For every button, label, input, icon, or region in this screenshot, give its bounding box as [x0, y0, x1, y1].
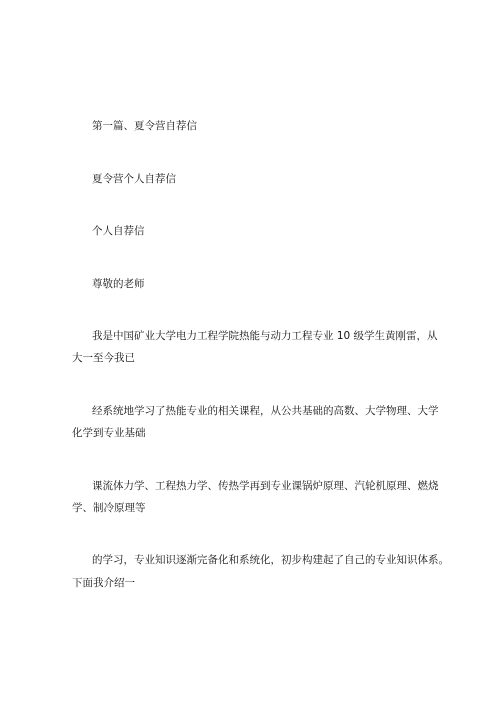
paragraph-2-line-2: 化学到专业基础: [72, 427, 146, 439]
paragraph-3-line-2: 学、制冷原理等: [72, 502, 146, 514]
salutation: 尊敬的老师: [92, 278, 145, 290]
paragraph-1-line-1: 我是中国矿业大学电力工程学院热能与动力工程专业 10 级学生黄刚雷，从: [92, 330, 438, 342]
paragraph-4-line-1: 的学习，专业知识逐渐完备化和系统化，初步构建起了自己的专业知识体系。: [92, 554, 449, 566]
paragraph-2-line-1: 经系统地学习了热能专业的相关课程，从公共基础的高数、大学物理、大学: [92, 405, 439, 417]
paragraph-4-line-2: 下面我介绍一: [72, 577, 135, 589]
letter-subtitle: 个人自荐信: [92, 225, 145, 237]
paragraph-3-line-1: 课流体力学、工程热力学、传热学再到专业课锅炉原理、汽轮机原理、燃烧: [92, 480, 439, 492]
letter-title: 夏令营个人自荐信: [92, 173, 176, 185]
paragraph-1-line-2: 大一至今我已: [72, 352, 135, 364]
section-heading: 第一篇、夏令营自荐信: [92, 120, 197, 132]
